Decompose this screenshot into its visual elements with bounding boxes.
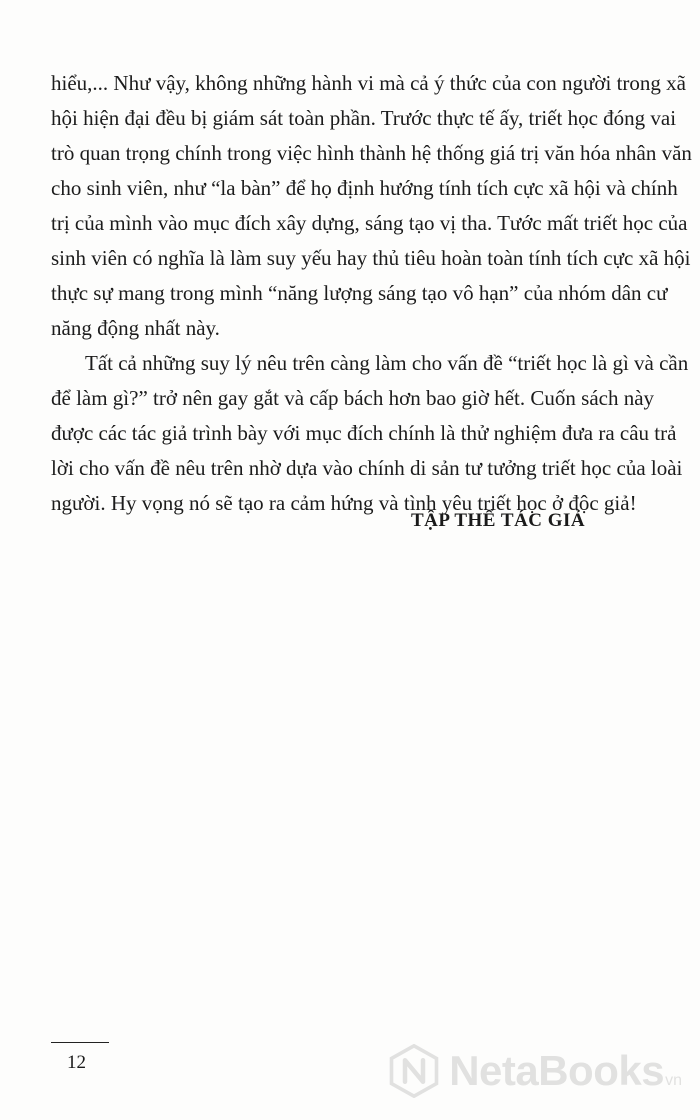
paragraph-2 xyxy=(51,346,689,521)
text-line: lời cho vấn đề nêu trên nhờ dựa vào chính di sản tư tưởng triết học của loài xyxy=(51,456,683,480)
text-line: Tất cả những suy lý nêu trên càng làm cho vấn đề “triết học là gì và cần xyxy=(85,351,689,375)
text-line: năng động nhất này. xyxy=(51,316,220,340)
text-line: thực sự mang trong mình “năng lượng sáng tạo vô hạn” của nhóm dân cư xyxy=(51,281,668,305)
text-line: hội hiện đại đều bị giám sát toàn phần. Trước thực tế ấy, triết học đóng vai xyxy=(51,106,677,130)
watermark-suffix: vn xyxy=(665,1072,682,1089)
watermark-brand: NetaBooks xyxy=(449,1047,665,1094)
text-line: trò quan trọng chính trong việc hình thành hệ thống giá trị văn hóa nhân văn xyxy=(51,141,692,165)
author-signature: TẬP THỂ TÁC GIẢ xyxy=(411,510,586,531)
text-line: để làm gì?” trở nên gay gắt và cấp bách hơn bao giờ hết. Cuốn sách này xyxy=(51,386,655,410)
text-line: trị của mình vào mục đích xây dựng, sáng tạo vị tha. Tước mất triết học của xyxy=(51,211,688,235)
watermark xyxy=(387,1044,682,1098)
text-line: người. Hy vọng nó sẽ tạo ra cảm hứng và tình yêu triết học ở độc giả! xyxy=(51,491,637,515)
text-line: cho sinh viên, như “la bàn” để họ định hướng tính tích cực xã hội và chính xyxy=(51,176,678,200)
paragraph-1 xyxy=(51,66,692,346)
body-text xyxy=(51,66,692,521)
footer-divider xyxy=(51,1042,109,1043)
text-line: được các tác giả trình bày với mục đích chính là thử nghiệm đưa ra câu trả xyxy=(51,421,677,445)
text-line: sinh viên có nghĩa là làm suy yếu hay thủ tiêu hoàn toàn tính tích cực xã hội xyxy=(51,246,691,270)
page-number: 12 xyxy=(67,1052,86,1073)
text-line: hiểu,... Như vậy, không những hành vi mà cả ý thức của con người trong xã xyxy=(51,71,686,95)
netabooks-logo-icon xyxy=(387,1044,441,1098)
